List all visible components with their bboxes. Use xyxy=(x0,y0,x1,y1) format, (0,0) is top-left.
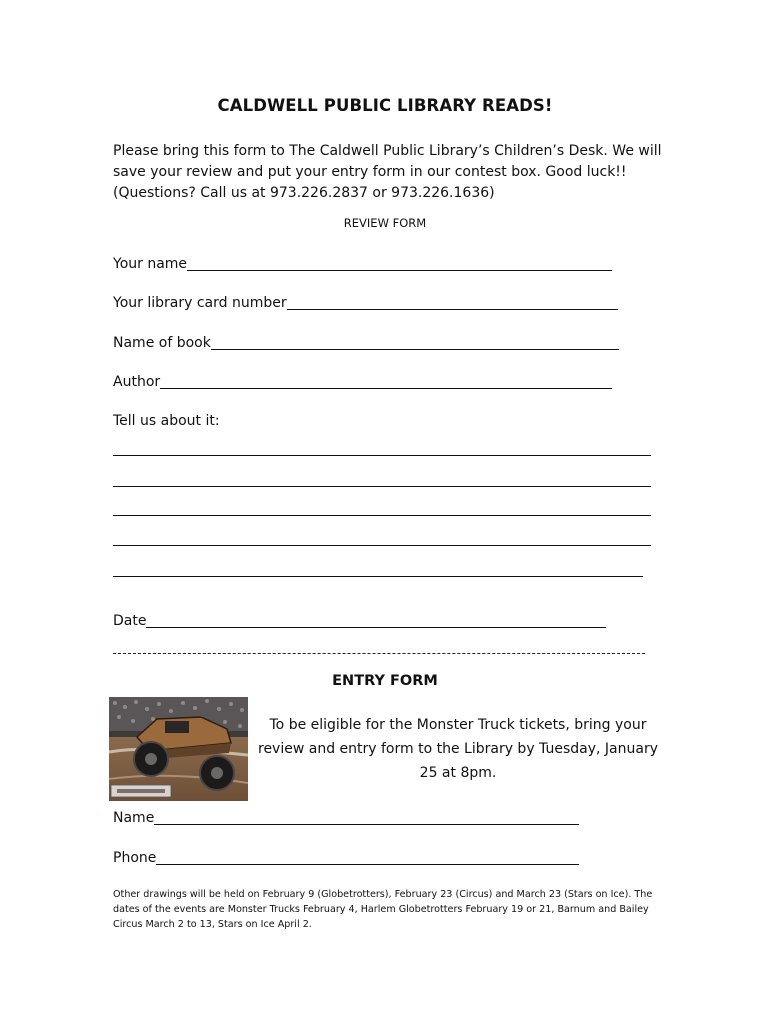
library-card-blank[interactable] xyxy=(287,294,618,310)
phone-label: Phone xyxy=(113,850,157,866)
author-field[interactable] xyxy=(113,373,612,391)
phone-blank[interactable] xyxy=(156,849,579,865)
monster-truck-image xyxy=(109,697,248,801)
review-text-line[interactable] xyxy=(113,486,651,487)
cut-line-divider xyxy=(113,653,645,654)
review-text-line[interactable] xyxy=(113,455,651,456)
author-blank[interactable] xyxy=(160,373,612,389)
your-name-blank[interactable] xyxy=(187,255,612,271)
entry-name-label: Name xyxy=(113,810,155,826)
date-blank[interactable] xyxy=(146,612,606,628)
intro-paragraph: Please bring this form to The Caldwell Public Library’s Children’s Desk. We will save your review and put your entry form in our contest box. Good luck!! (Questions? Call us at 973.226.2837 or 973.226.1636) xyxy=(113,143,662,201)
review-text-line[interactable] xyxy=(113,576,643,577)
entry-name-blank[interactable] xyxy=(154,809,579,825)
book-name-label: Name of book xyxy=(113,335,211,351)
eligibility-text: To be eligible for the Monster Truck tickets, bring your review and entry form to the Library by Tuesday, January 25 at 8pm. xyxy=(258,717,658,781)
book-name-field[interactable] xyxy=(113,334,619,352)
entry-form-heading: ENTRY FORM xyxy=(332,673,438,689)
library-card-label: Your library card number xyxy=(113,295,287,311)
entry-name-field[interactable] xyxy=(113,809,579,827)
your-name-label: Your name xyxy=(113,256,188,272)
review-text-line[interactable] xyxy=(113,515,651,516)
library-card-field[interactable] xyxy=(113,294,618,312)
phone-field[interactable] xyxy=(113,849,579,867)
your-name-field[interactable] xyxy=(113,255,612,273)
book-name-blank[interactable] xyxy=(211,334,619,350)
date-field[interactable] xyxy=(113,612,606,630)
review-text-line[interactable] xyxy=(113,545,651,546)
tell-us-label: Tell us about it: xyxy=(113,413,220,429)
author-label: Author xyxy=(113,374,161,390)
footer-note: Other drawings will be held on February 9 (Globetrotters), February 23 (Circus) and March 23 (Stars on Ice). The dates of the events are Monster Trucks February 4, Harlem Globetrotters February 19 or 21, Barnum and Bailey Circus March 2 to 13, Stars on Ice April 2. xyxy=(113,889,653,930)
page-title: CALDWELL PUBLIC LIBRARY READS! xyxy=(217,96,553,115)
review-form-heading: REVIEW FORM xyxy=(343,216,427,230)
date-label: Date xyxy=(113,613,147,629)
